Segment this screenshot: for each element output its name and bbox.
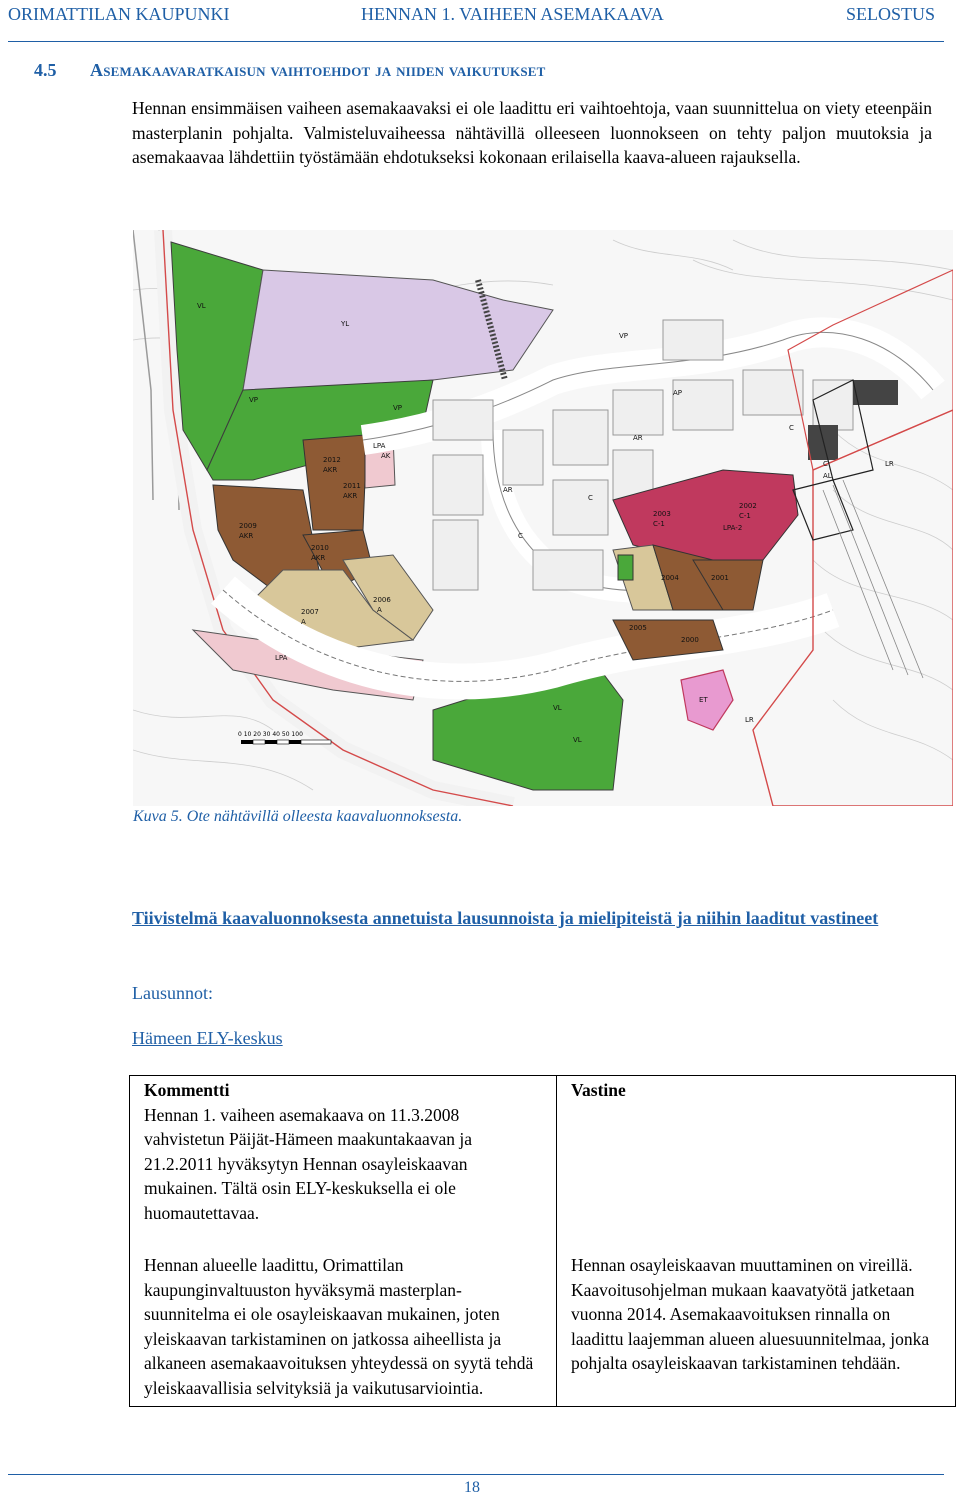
map-label-ap: AP [673,389,683,397]
map-label-plot: 2002 [739,502,757,510]
column-header-vastine: Vastine [571,1080,626,1100]
map-label-c1: C-1 [653,520,665,528]
map-label-lpa: LPA [275,654,288,662]
map-label-lpa2: LPA-2 [723,524,743,532]
header-organization: ORIMATTILAN KAUPUNKI [8,4,230,24]
map-label-ar: AR [633,434,643,442]
page-header [0,2,960,28]
map-label-c: C [588,494,593,502]
header-document-title: HENNAN 1. VAIHEEN ASEMAKAAVA [361,4,664,24]
map-label-et: ET [699,696,708,704]
map-label-vp: VP [249,396,259,404]
map-label-vl: VL [553,704,562,712]
column-header-kommentti: Kommentti [144,1080,230,1100]
map-label-lr: LR [885,460,894,468]
map-label-c: C [518,532,523,540]
footer-rule [8,1474,944,1475]
map-label-plot: 2011 [343,482,361,490]
map-label-vl: VL [573,736,582,744]
map-label-plot: 2000 [681,636,699,644]
map-label-plot: 2007 [301,608,319,616]
map-label-vp: VP [619,332,629,340]
map-label-ak: AK [381,452,391,460]
map-label-yl: YL [341,320,350,328]
table-cell-vastine [557,1231,956,1407]
section-title: Asemakaavaratkaisun vaihtoehdot ja niiden vaikutukset [90,60,546,80]
map-label-plot: 2004 [661,574,679,582]
map-label-c1: C-1 [739,512,751,520]
zoning-plan-map [133,230,953,806]
map-label-a: A [301,618,306,626]
comment-text: Hennan 1. vaiheen asemakaava on 11.3.2008 vahvistetun Päijät-Hämeen maakuntakaavan ja 21.2.2011 hyväksytyn Hennan osayleiskaavan mukainen. Tältä osin ELY-keskuksella ei ole huomautettavaa. [144,1104,472,1223]
map-label-lr: LR [745,716,754,724]
section-heading [34,60,546,81]
section-number: 4.5 [34,60,57,80]
map-label-al: AL [823,472,832,480]
map-label-vp: VP [393,404,403,412]
header-rule [8,41,944,42]
table-cell-kommentti [130,1076,557,1232]
statements-heading: Lausunnot: [132,983,213,1003]
table-cell-kommentti [130,1231,557,1407]
map-label-akr: AKR [239,532,254,540]
map-label-c: C [823,460,828,468]
page-number: 18 [464,1479,480,1496]
table-cell-vastine [557,1076,956,1232]
comment-text: Hennan alueelle laadittu, Orimattilan kaupunginvaltuuston hyväksymä masterplan-suunnitelma ei ole osayleiskaavan mukainen, joten yleiskaavan tarkistaminen on jatkossa aiheellista ja alkaneen asemakaavoituksen yhteydessä on syytä tehdä yleiskaavallisia selvityksiä ja vaikutusarviointia. [144,1255,534,1398]
map-label-akr: AKR [323,466,338,474]
map-scale-label: 0 10 20 30 40 50 100 [238,731,303,738]
map-label-plot: 2010 [311,544,329,552]
response-text: Hennan osayleiskaavan muuttaminen on vireillä. Kaavoitusohjelman mukaan kaavatyötä jatketaan vuonna 2014. Asemakaavoituksen rinnalla on laadittu laajemman alueen aluesuunnitelmaa, jonka pohjalta osayleiskaavan tarkistaminen tehdään. [571,1255,930,1373]
map-label-akr: AKR [311,554,326,562]
map-label-akr: AKR [343,492,358,500]
map-label-plot: 2012 [323,456,341,464]
map-label-plot: 2006 [373,596,391,604]
map-label-plot: 2009 [239,522,257,530]
ely-centre-heading: Hämeen ELY-keskus [132,1028,283,1048]
map-label-plot: 2001 [711,574,729,582]
map-label-vl: VL [197,302,206,310]
header-section-label: SELOSTUS [846,4,936,24]
map-label-lpa: LPA [373,442,386,450]
map-label-plot: 2005 [629,624,647,632]
intro-paragraph: Hennan ensimmäisen vaiheen asemakaavaksi ei ole laadittu eri vaihtoehtoja, vaan suunnittelua on viety eteenpäin masterplanin pohjalta. Valmisteluvaiheessa nähtävillä olleeseen luonnokseen on tehty paljon muutoksia ja asemakaavaa lähdettiin työstämään ehdotukseksi kokonaan erilaisella kaava-alueen rajauksella. [132,98,932,167]
figure-caption: Kuva 5. Ote nähtävillä olleesta kaavaluonnoksesta. [133,808,463,825]
summary-heading: Tiivistelmä kaavaluonnoksesta annetuista lausunnoista ja mielipiteistä ja niihin laaditut vastineet [132,908,879,928]
map-label-a: A [377,606,382,614]
map-label-c: C [789,424,794,432]
map-label-plot: 2003 [653,510,671,518]
comments-table [129,1075,956,1407]
map-label-ar: AR [503,486,513,494]
